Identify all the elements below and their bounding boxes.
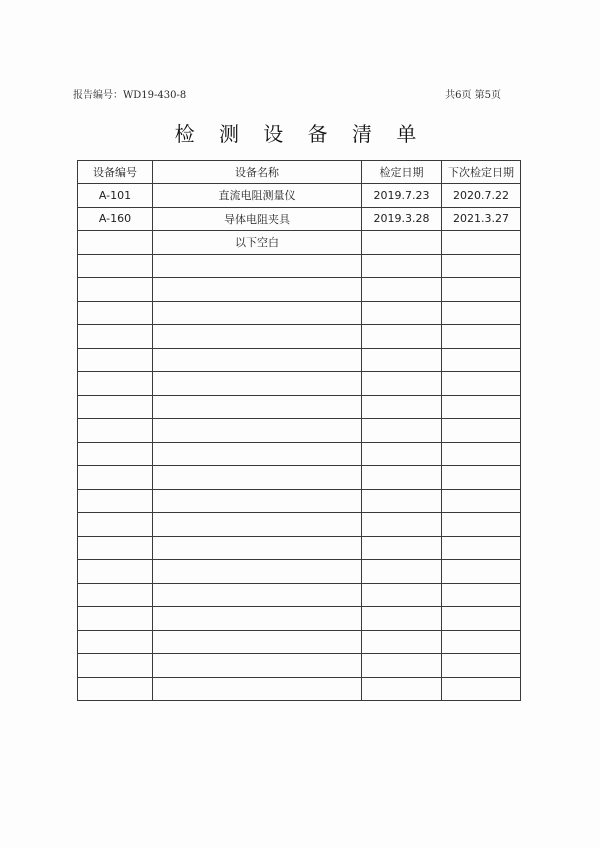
cell-calibration-date bbox=[362, 278, 442, 302]
table-row bbox=[78, 301, 521, 325]
cell-next-calibration-date bbox=[442, 301, 521, 325]
page-title: 检 测 设 备 清 单 bbox=[174, 122, 426, 146]
column-header-equipment-name: 设备名称 bbox=[153, 161, 362, 184]
cell-calibration-date: 2019.7.23 bbox=[362, 184, 442, 208]
cell-next-calibration-date bbox=[442, 278, 521, 302]
cell-equipment-no bbox=[78, 372, 153, 396]
cell-equipment-name bbox=[153, 466, 362, 490]
cell-calibration-date: 2019.3.28 bbox=[362, 207, 442, 231]
cell-equipment-name bbox=[153, 301, 362, 325]
cell-equipment-name bbox=[153, 489, 362, 513]
cell-calibration-date bbox=[362, 348, 442, 372]
cell-calibration-date bbox=[362, 630, 442, 654]
table-row bbox=[78, 184, 521, 208]
cell-next-calibration-date: 2020.7.22 bbox=[442, 184, 521, 208]
cell-equipment-no bbox=[78, 630, 153, 654]
cell-equipment-no bbox=[78, 677, 153, 701]
cell-equipment-name bbox=[153, 254, 362, 278]
cell-next-calibration-date: 2021.3.27 bbox=[442, 207, 521, 231]
cell-next-calibration-date bbox=[442, 513, 521, 537]
cell-next-calibration-date bbox=[442, 419, 521, 443]
cell-equipment-name bbox=[153, 395, 362, 419]
column-header-equipment-no: 设备编号 bbox=[78, 161, 153, 184]
cell-calibration-date bbox=[362, 489, 442, 513]
cell-calibration-date bbox=[362, 513, 442, 537]
table-body bbox=[78, 184, 521, 701]
cell-next-calibration-date bbox=[442, 560, 521, 584]
table-row bbox=[78, 654, 521, 678]
cell-equipment-no bbox=[78, 254, 153, 278]
table-row bbox=[78, 560, 521, 584]
cell-next-calibration-date bbox=[442, 607, 521, 631]
cell-equipment-no bbox=[78, 560, 153, 584]
cell-calibration-date bbox=[362, 583, 442, 607]
cell-equipment-no bbox=[78, 301, 153, 325]
cell-equipment-name bbox=[153, 607, 362, 631]
table-row bbox=[78, 630, 521, 654]
cell-equipment-name bbox=[153, 630, 362, 654]
table-row bbox=[78, 325, 521, 349]
cell-equipment-name bbox=[153, 372, 362, 396]
cell-next-calibration-date bbox=[442, 466, 521, 490]
table-row bbox=[78, 489, 521, 513]
cell-calibration-date bbox=[362, 231, 442, 255]
cell-equipment-name bbox=[153, 278, 362, 302]
cell-calibration-date bbox=[362, 301, 442, 325]
cell-equipment-no bbox=[78, 466, 153, 490]
table-row bbox=[78, 254, 521, 278]
cell-next-calibration-date bbox=[442, 654, 521, 678]
cell-calibration-date bbox=[362, 654, 442, 678]
cell-equipment-name bbox=[153, 419, 362, 443]
table-row bbox=[78, 513, 521, 537]
table-row bbox=[78, 207, 521, 231]
cell-equipment-no bbox=[78, 419, 153, 443]
table-header-row bbox=[78, 161, 521, 184]
cell-equipment-name: 导体电阻夹具 bbox=[153, 207, 362, 231]
cell-next-calibration-date bbox=[442, 442, 521, 466]
table-row bbox=[78, 466, 521, 490]
cell-equipment-no bbox=[78, 442, 153, 466]
cell-equipment-name bbox=[153, 348, 362, 372]
cell-equipment-name: 以下空白 bbox=[153, 231, 362, 255]
table-row bbox=[78, 231, 521, 255]
table-row bbox=[78, 677, 521, 701]
cell-equipment-name bbox=[153, 560, 362, 584]
cell-next-calibration-date bbox=[442, 325, 521, 349]
cell-equipment-no: A-160 bbox=[78, 207, 153, 231]
cell-equipment-no bbox=[78, 654, 153, 678]
cell-equipment-no bbox=[78, 536, 153, 560]
cell-equipment-name bbox=[153, 677, 362, 701]
cell-equipment-no bbox=[78, 583, 153, 607]
cell-equipment-name bbox=[153, 325, 362, 349]
cell-next-calibration-date bbox=[442, 489, 521, 513]
table-row bbox=[78, 372, 521, 396]
table-row bbox=[78, 419, 521, 443]
table-row bbox=[78, 278, 521, 302]
cell-next-calibration-date bbox=[442, 348, 521, 372]
cell-equipment-name bbox=[153, 654, 362, 678]
cell-equipment-no: A-101 bbox=[78, 184, 153, 208]
column-header-next-calibration-date: 下次检定日期 bbox=[442, 161, 521, 184]
cell-calibration-date bbox=[362, 254, 442, 278]
cell-equipment-name bbox=[153, 513, 362, 537]
cell-next-calibration-date bbox=[442, 372, 521, 396]
cell-calibration-date bbox=[362, 560, 442, 584]
report-number: 报告编号：WD19-430-8 bbox=[73, 90, 187, 101]
table-row bbox=[78, 348, 521, 372]
page-number: 共6页 第5页 bbox=[445, 90, 501, 101]
equipment-table bbox=[77, 160, 521, 701]
cell-equipment-no bbox=[78, 278, 153, 302]
cell-calibration-date bbox=[362, 325, 442, 349]
cell-calibration-date bbox=[362, 419, 442, 443]
cell-calibration-date bbox=[362, 607, 442, 631]
cell-calibration-date bbox=[362, 372, 442, 396]
cell-equipment-no bbox=[78, 395, 153, 419]
table-row bbox=[78, 583, 521, 607]
cell-equipment-no bbox=[78, 231, 153, 255]
cell-equipment-name bbox=[153, 583, 362, 607]
cell-equipment-no bbox=[78, 607, 153, 631]
cell-equipment-name bbox=[153, 536, 362, 560]
table-row bbox=[78, 607, 521, 631]
cell-next-calibration-date bbox=[442, 231, 521, 255]
table-row bbox=[78, 395, 521, 419]
table-row bbox=[78, 442, 521, 466]
cell-equipment-no bbox=[78, 489, 153, 513]
cell-equipment-no bbox=[78, 513, 153, 537]
cell-calibration-date bbox=[362, 677, 442, 701]
cell-next-calibration-date bbox=[442, 536, 521, 560]
cell-calibration-date bbox=[362, 395, 442, 419]
cell-next-calibration-date bbox=[442, 677, 521, 701]
cell-equipment-name bbox=[153, 442, 362, 466]
cell-calibration-date bbox=[362, 442, 442, 466]
cell-equipment-no bbox=[78, 325, 153, 349]
cell-next-calibration-date bbox=[442, 583, 521, 607]
cell-next-calibration-date bbox=[442, 395, 521, 419]
cell-equipment-no bbox=[78, 348, 153, 372]
cell-calibration-date bbox=[362, 466, 442, 490]
cell-equipment-name: 直流电阻测量仪 bbox=[153, 184, 362, 208]
column-header-calibration-date: 检定日期 bbox=[362, 161, 442, 184]
cell-next-calibration-date bbox=[442, 630, 521, 654]
table-row bbox=[78, 536, 521, 560]
cell-calibration-date bbox=[362, 536, 442, 560]
cell-next-calibration-date bbox=[442, 254, 521, 278]
